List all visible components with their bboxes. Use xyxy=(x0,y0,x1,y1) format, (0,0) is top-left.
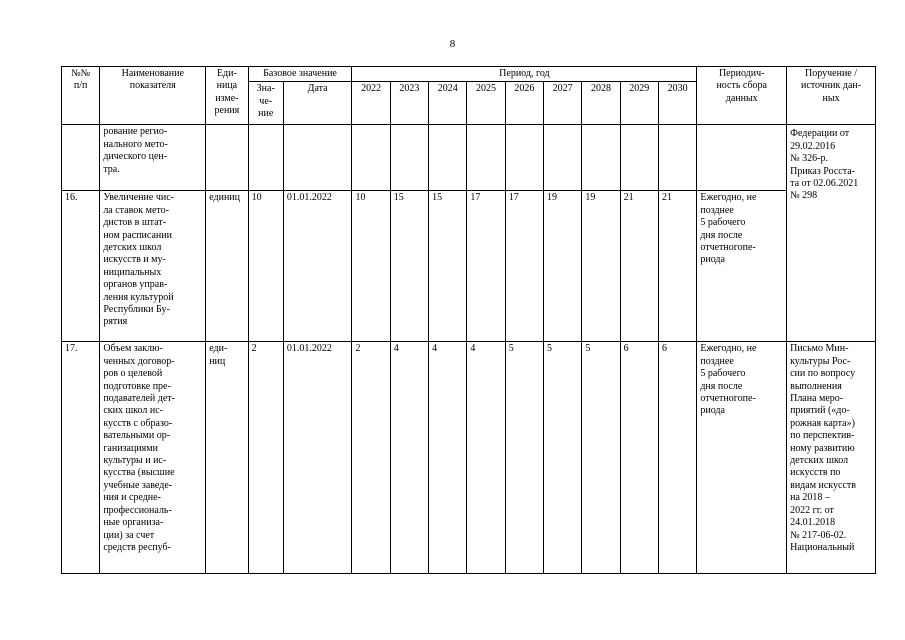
table-row xyxy=(62,191,876,342)
cell-year xyxy=(658,125,696,191)
header-base-group: Базовое значение xyxy=(248,67,352,82)
cell-name: рование регио- нального мето- дического цен- тра. xyxy=(100,125,206,191)
cell-source: Федерации от 29.02.2016 № 326-р. Приказ Росста- та от 02.06.2021 № 298 xyxy=(787,125,876,342)
cell-year xyxy=(544,125,582,191)
cell-num: 17. xyxy=(62,342,100,574)
cell-year: 15 xyxy=(390,191,428,342)
cell-name: Увеличение чис- ла ставок мето- дистов в штат- ном расписании детских школ искусств и му- ниципальных органов управ- ления культурой Республики Бу- рятия xyxy=(100,191,206,342)
header-base-value: Зна- че- ние xyxy=(248,82,283,125)
cell-frequency: Ежегодно, не позднее 5 рабочего дня после отчетногопе- риода xyxy=(697,191,787,342)
header-year: 2028 xyxy=(582,82,620,125)
header-year: 2023 xyxy=(390,82,428,125)
header-year: 2027 xyxy=(544,82,582,125)
header-period-group: Период, год xyxy=(352,67,697,82)
cell-base-value: 2 xyxy=(248,342,283,574)
cell-base-date: 01.01.2022 xyxy=(283,191,352,342)
cell-year: 19 xyxy=(544,191,582,342)
cell-source: Письмо Мин- культуры Рос- сии по вопросу выполнения Плана меро- приятий («до- рожная карта») по перспектив- ному развитию детских школ искусств по видам искусств на 2018 – 2022 гг. от 24.01.2018 № 217-06-02. Национальный xyxy=(787,342,876,574)
cell-year: 4 xyxy=(467,342,505,574)
cell-year: 6 xyxy=(658,342,696,574)
header-year: 2024 xyxy=(429,82,467,125)
cell-year xyxy=(505,125,543,191)
table-row xyxy=(62,342,876,574)
cell-unit xyxy=(206,125,248,191)
cell-year xyxy=(582,125,620,191)
cell-year: 21 xyxy=(658,191,696,342)
cell-year xyxy=(467,125,505,191)
header-year: 2030 xyxy=(658,82,696,125)
cell-year xyxy=(390,125,428,191)
cell-year: 6 xyxy=(620,342,658,574)
indicators-table xyxy=(61,66,876,574)
cell-unit: еди- ниц xyxy=(206,342,248,574)
cell-base-value: 10 xyxy=(248,191,283,342)
cell-year: 5 xyxy=(582,342,620,574)
header-unit: Еди- ница изме- рения xyxy=(206,67,248,125)
header-source: Поручение / источник дан- ных xyxy=(787,67,876,125)
cell-num xyxy=(62,125,100,191)
cell-year: 10 xyxy=(352,191,390,342)
cell-year: 17 xyxy=(505,191,543,342)
cell-year: 4 xyxy=(390,342,428,574)
cell-base-date xyxy=(283,125,352,191)
cell-base-date: 01.01.2022 xyxy=(283,342,352,574)
cell-year: 17 xyxy=(467,191,505,342)
page-number: 8 xyxy=(449,38,456,50)
table-row xyxy=(62,125,876,191)
cell-unit: единиц xyxy=(206,191,248,342)
cell-year: 21 xyxy=(620,191,658,342)
cell-name: Объем заклю- ченных договор- ров о целевой подготовке пре- подавателей дет- ских школ ис- кусств с образо- вательными ор- ганизациями культуры и ис- кусства (высшие учебные заведе- ния и средне- профессиональ- ные организа- ции) за счет средств респуб- xyxy=(100,342,206,574)
cell-year: 19 xyxy=(582,191,620,342)
header-num: №№ п/п xyxy=(62,67,100,125)
cell-year: 2 xyxy=(352,342,390,574)
cell-num: 16. xyxy=(62,191,100,342)
header-year: 2022 xyxy=(352,82,390,125)
cell-year xyxy=(429,125,467,191)
cell-base-value xyxy=(248,125,283,191)
cell-frequency: Ежегодно, не позднее 5 рабочего дня после отчетногопе- риода xyxy=(697,342,787,574)
cell-year: 5 xyxy=(505,342,543,574)
header-base-date: Дата xyxy=(283,82,352,125)
cell-year: 4 xyxy=(429,342,467,574)
header-frequency: Периодич- ность сбора данных xyxy=(697,67,787,125)
cell-year xyxy=(352,125,390,191)
cell-frequency xyxy=(697,125,787,191)
cell-year xyxy=(620,125,658,191)
cell-year: 5 xyxy=(544,342,582,574)
header-year: 2029 xyxy=(620,82,658,125)
cell-year: 15 xyxy=(429,191,467,342)
header-name: Наименование показателя xyxy=(100,67,206,125)
header-year: 2026 xyxy=(505,82,543,125)
header-year: 2025 xyxy=(467,82,505,125)
